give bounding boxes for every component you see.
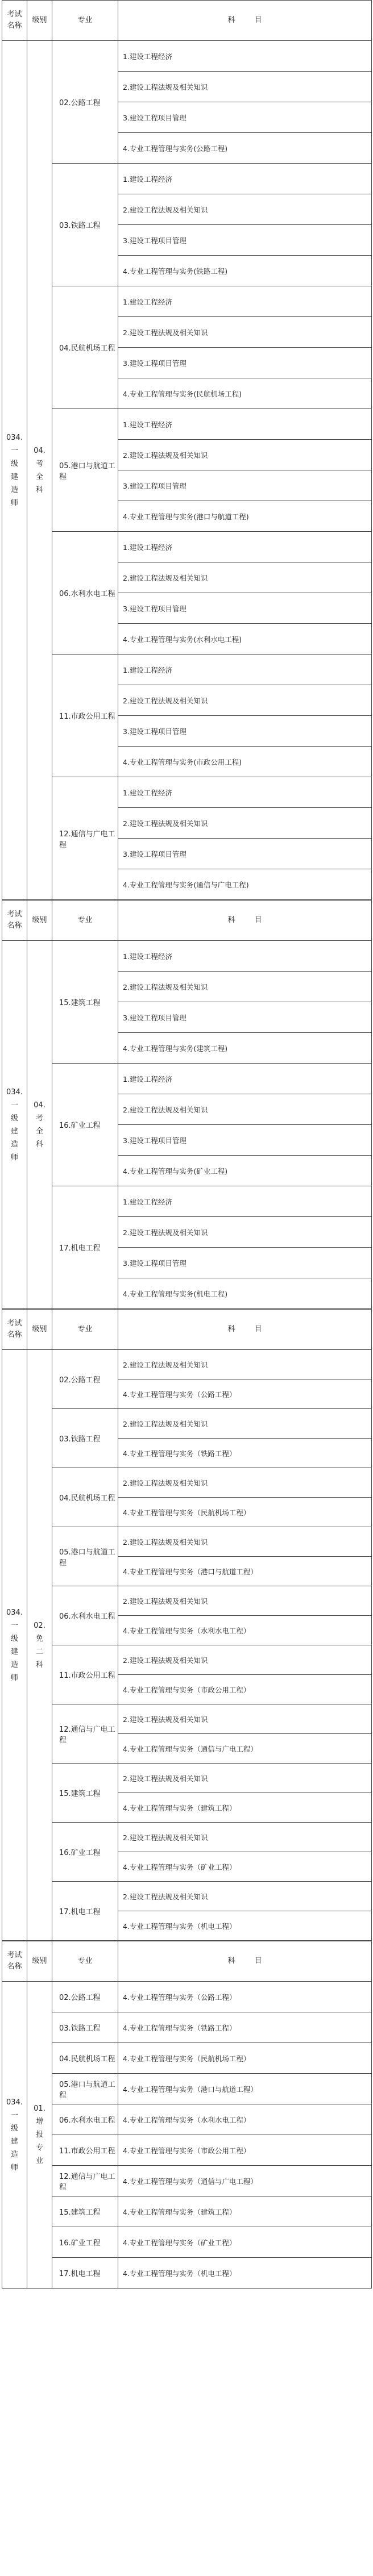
subject-cell: 4.专业工程管理与实务（水利水电工程） xyxy=(118,2104,372,2135)
table-row xyxy=(2,1586,372,1616)
header-exam-name: 考试 名称 xyxy=(2,1,27,41)
subject-cell: 2.建设工程法规及相关知识 xyxy=(118,685,372,716)
subject-cell: 4.专业工程管理与实务(民航机场工程) xyxy=(118,378,372,409)
subject-cell: 2.建设工程法规及相关知识 xyxy=(118,72,372,102)
major-cell: 02.公路工程 xyxy=(52,41,118,164)
subject-cell: 4.专业工程管理与实务（铁路工程） xyxy=(118,1439,372,1468)
subject-table xyxy=(2,900,372,1309)
major-cell: 06.水利水电工程 xyxy=(52,532,118,655)
exam-name-cell xyxy=(2,41,27,900)
subject-cell: 4.专业工程管理与实务（市政公用工程） xyxy=(118,2135,372,2166)
subject-cell: 2.建设工程法规及相关知识 xyxy=(118,1094,372,1125)
table-row xyxy=(2,532,372,562)
subject-cell: 3.建设工程项目管理 xyxy=(118,1125,372,1156)
subject-cell: 4.专业工程管理与实务(水利水电工程) xyxy=(118,624,372,655)
table-row xyxy=(2,941,372,972)
subject-cell: 2.建设工程法规及相关知识 xyxy=(118,1882,372,1911)
major-cell: 02.公路工程 xyxy=(52,1982,118,2012)
subject-cell: 3.建设工程项目管理 xyxy=(118,470,372,501)
subject-cell: 4.专业工程管理与实务（矿业工程） xyxy=(118,1852,372,1882)
subject-cell: 3.建设工程项目管理 xyxy=(118,1002,372,1033)
subject-cell: 4.专业工程管理与实务（机电工程） xyxy=(118,1911,372,1941)
subject-cell: 2.建设工程法规及相关知识 xyxy=(118,1217,372,1248)
table-row xyxy=(2,1064,372,1094)
level-text: 04. 考 全 科 xyxy=(34,1101,45,1149)
major-cell: 12.通信与广电工程 xyxy=(52,2166,118,2196)
major-cell: 17.机电工程 xyxy=(52,1882,118,1941)
major-cell: 16.矿业工程 xyxy=(52,2227,118,2258)
header-major: 专业 xyxy=(52,1310,118,1350)
table-row xyxy=(2,2196,372,2227)
subject-cell: 4.专业工程管理与实务(港口与航道工程) xyxy=(118,501,372,532)
subject-cell: 2.建设工程法规及相关知识 xyxy=(118,317,372,348)
subject-cell: 4.专业工程管理与实务（建筑工程） xyxy=(118,1793,372,1823)
header-row xyxy=(2,901,372,941)
subject-cell: 4.专业工程管理与实务(铁路工程) xyxy=(118,256,372,286)
table-row xyxy=(2,1350,372,1379)
table-row xyxy=(2,164,372,194)
subject-cell: 4.专业工程管理与实务（矿业工程） xyxy=(118,2227,372,2258)
major-cell: 12.通信与广电工程 xyxy=(52,777,118,900)
subject-cell: 1.建设工程经济 xyxy=(118,941,372,972)
major-cell: 16.矿业工程 xyxy=(52,1823,118,1882)
table-row xyxy=(2,1186,372,1217)
table-row xyxy=(2,1704,372,1734)
table-row xyxy=(2,1882,372,1911)
subject-cell: 2.建设工程法规及相关知识 xyxy=(118,440,372,470)
subject-cell: 3.建设工程项目管理 xyxy=(118,348,372,378)
subject-cell: 4.专业工程管理与实务（市政公用工程） xyxy=(118,1675,372,1704)
subject-cell: 1.建设工程经济 xyxy=(118,164,372,194)
header-level: 级别 xyxy=(27,901,52,941)
subject-cell: 3.建设工程项目管理 xyxy=(118,1248,372,1278)
subject-cell: 4.专业工程管理与实务（水利水电工程） xyxy=(118,1616,372,1645)
subject-cell: 4.专业工程管理与实务（民航机场工程） xyxy=(118,2043,372,2074)
subject-cell: 2.建设工程法规及相关知识 xyxy=(118,1468,372,1498)
subject-cell: 4.专业工程管理与实务（机电工程） xyxy=(118,2258,372,2289)
table-row xyxy=(2,2258,372,2289)
subject-cell: 2.建设工程法规及相关知识 xyxy=(118,194,372,225)
header-row xyxy=(2,1,372,41)
subject-cell: 1.建设工程经济 xyxy=(118,286,372,317)
major-cell: 15.建筑工程 xyxy=(52,941,118,1064)
major-cell: 16.矿业工程 xyxy=(52,1064,118,1186)
major-cell: 03.铁路工程 xyxy=(52,2012,118,2043)
subject-cell: 1.建设工程经济 xyxy=(118,777,372,808)
level-cell xyxy=(27,941,52,1309)
subject-cell: 2.建设工程法规及相关知识 xyxy=(118,1350,372,1379)
subject-cell: 1.建设工程经济 xyxy=(118,409,372,440)
header-major: 专业 xyxy=(52,1941,118,1982)
subject-table xyxy=(2,1309,372,1941)
subject-cell: 2.建设工程法规及相关知识 xyxy=(118,1527,372,1557)
subject-cell: 4.专业工程管理与实务（民航机场工程） xyxy=(118,1498,372,1527)
table-row xyxy=(2,1823,372,1852)
subject-cell: 4.专业工程管理与实务(通信与广电工程) xyxy=(118,869,372,900)
table-row xyxy=(2,2135,372,2166)
subject-cell: 2.建设工程法规及相关知识 xyxy=(118,972,372,1002)
table-row xyxy=(2,1409,372,1439)
major-cell: 11.市政公用工程 xyxy=(52,2135,118,2166)
exam-name-text: 034. 一 级 建 造 师 xyxy=(6,1087,23,1162)
table-row xyxy=(2,2012,372,2043)
header-subject: 科 目 xyxy=(118,1,372,41)
subject-table xyxy=(2,0,372,900)
major-cell: 06.水利水电工程 xyxy=(52,2104,118,2135)
table-row xyxy=(2,286,372,317)
major-cell: 05.港口与航道工程 xyxy=(52,409,118,532)
exam-name-text: 034. 一 级 建 造 师 xyxy=(6,433,23,507)
subject-cell: 4.专业工程管理与实务（公路工程） xyxy=(118,1379,372,1409)
subject-cell: 4.专业工程管理与实务(机电工程) xyxy=(118,1278,372,1309)
major-cell: 04.民航机场工程 xyxy=(52,1468,118,1527)
header-level: 级别 xyxy=(27,1941,52,1982)
major-cell: 17.机电工程 xyxy=(52,1186,118,1309)
subject-cell: 3.建设工程项目管理 xyxy=(118,225,372,256)
exam-name-text: 034. 一 级 建 造 师 xyxy=(6,2098,23,2172)
table-row xyxy=(2,655,372,685)
header-major: 专业 xyxy=(52,1,118,41)
header-exam-name: 考试 名称 xyxy=(2,1941,27,1982)
subject-cell: 2.建设工程法规及相关知识 xyxy=(118,1704,372,1734)
table-row xyxy=(2,777,372,808)
major-cell: 05.港口与航道工程 xyxy=(52,1527,118,1586)
subject-cell: 3.建设工程项目管理 xyxy=(118,716,372,747)
major-cell: 17.机电工程 xyxy=(52,2258,118,2289)
major-cell: 03.铁路工程 xyxy=(52,164,118,286)
subject-cell: 3.建设工程项目管理 xyxy=(118,839,372,869)
header-subject: 科 目 xyxy=(118,1310,372,1350)
subject-cell: 3.建设工程项目管理 xyxy=(118,593,372,624)
level-cell xyxy=(27,41,52,900)
header-major: 专业 xyxy=(52,901,118,941)
header-exam-name: 考试 名称 xyxy=(2,1310,27,1350)
table-row xyxy=(2,1982,372,2012)
subject-cell: 2.建设工程法规及相关知识 xyxy=(118,1409,372,1439)
subject-cell: 4.专业工程管理与实务（港口与航道工程） xyxy=(118,2074,372,2104)
subject-cell: 1.建设工程经济 xyxy=(118,655,372,685)
subject-cell: 4.专业工程管理与实务（建筑工程） xyxy=(118,2196,372,2227)
major-cell: 11.市政公用工程 xyxy=(52,1645,118,1704)
level-cell xyxy=(27,1982,52,2289)
subject-cell: 4.专业工程管理与实务（港口与航道工程） xyxy=(118,1557,372,1586)
subject-cell: 4.专业工程管理与实务(公路工程) xyxy=(118,133,372,164)
header-level: 级别 xyxy=(27,1310,52,1350)
table-row xyxy=(2,1645,372,1675)
major-cell: 02.公路工程 xyxy=(52,1350,118,1409)
subject-cell: 2.建设工程法规及相关知识 xyxy=(118,1645,372,1675)
major-cell: 04.民航机场工程 xyxy=(52,2043,118,2074)
table-row xyxy=(2,41,372,72)
major-cell: 15.建筑工程 xyxy=(52,2196,118,2227)
subject-cell: 2.建设工程法规及相关知识 xyxy=(118,562,372,593)
table-row xyxy=(2,1468,372,1498)
subject-cell: 2.建设工程法规及相关知识 xyxy=(118,1823,372,1852)
subject-cell: 4.专业工程管理与实务(建筑工程) xyxy=(118,1033,372,1064)
major-cell: 15.建筑工程 xyxy=(52,1764,118,1823)
table-row xyxy=(2,409,372,440)
level-text: 04. 考 全 科 xyxy=(34,446,45,494)
subject-cell: 1.建设工程经济 xyxy=(118,41,372,72)
table-row xyxy=(2,2166,372,2196)
header-subject: 科 目 xyxy=(118,1941,372,1982)
major-cell: 12.通信与广电工程 xyxy=(52,1704,118,1764)
subject-cell: 2.建设工程法规及相关知识 xyxy=(118,1764,372,1793)
table-row xyxy=(2,2043,372,2074)
header-subject: 科 目 xyxy=(118,901,372,941)
subject-cell: 4.专业工程管理与实务（通信与广电工程） xyxy=(118,1734,372,1764)
exam-name-text: 034. 一 级 建 造 师 xyxy=(6,1608,23,1682)
major-cell: 11.市政公用工程 xyxy=(52,655,118,777)
subject-cell: 4.专业工程管理与实务（铁路工程） xyxy=(118,2012,372,2043)
subject-cell: 1.建设工程经济 xyxy=(118,1186,372,1217)
major-cell: 03.铁路工程 xyxy=(52,1409,118,1468)
exam-name-cell xyxy=(2,1982,27,2289)
table-row xyxy=(2,1764,372,1793)
subject-cell: 2.建设工程法规及相关知识 xyxy=(118,808,372,839)
exam-name-cell xyxy=(2,1350,27,1941)
subject-table xyxy=(2,1941,372,2289)
header-row xyxy=(2,1941,372,1982)
major-cell: 05.港口与航道工程 xyxy=(52,2074,118,2104)
header-level: 级别 xyxy=(27,1,52,41)
exam-name-cell xyxy=(2,941,27,1309)
level-cell xyxy=(27,1350,52,1941)
header-exam-name: 考试 名称 xyxy=(2,901,27,941)
subject-cell: 2.建设工程法规及相关知识 xyxy=(118,1586,372,1616)
table-row xyxy=(2,1527,372,1557)
subject-cell: 4.专业工程管理与实务(矿业工程) xyxy=(118,1156,372,1186)
table-row xyxy=(2,2227,372,2258)
table-row xyxy=(2,2104,372,2135)
subject-cell: 4.专业工程管理与实务(市政公用工程) xyxy=(118,747,372,777)
table-row xyxy=(2,2074,372,2104)
level-text: 01. 增 报 专 业 xyxy=(34,2104,45,2165)
major-cell: 06.水利水电工程 xyxy=(52,1586,118,1645)
subject-cell: 3.建设工程项目管理 xyxy=(118,102,372,133)
major-cell: 04.民航机场工程 xyxy=(52,286,118,409)
subject-cell: 1.建设工程经济 xyxy=(118,1064,372,1094)
level-text: 02. 免 二 科 xyxy=(34,1621,45,1669)
subject-cell: 4.专业工程管理与实务（通信与广电工程） xyxy=(118,2166,372,2196)
header-row xyxy=(2,1310,372,1350)
subject-cell: 1.建设工程经济 xyxy=(118,532,372,562)
subject-cell: 4.专业工程管理与实务（公路工程） xyxy=(118,1982,372,2012)
